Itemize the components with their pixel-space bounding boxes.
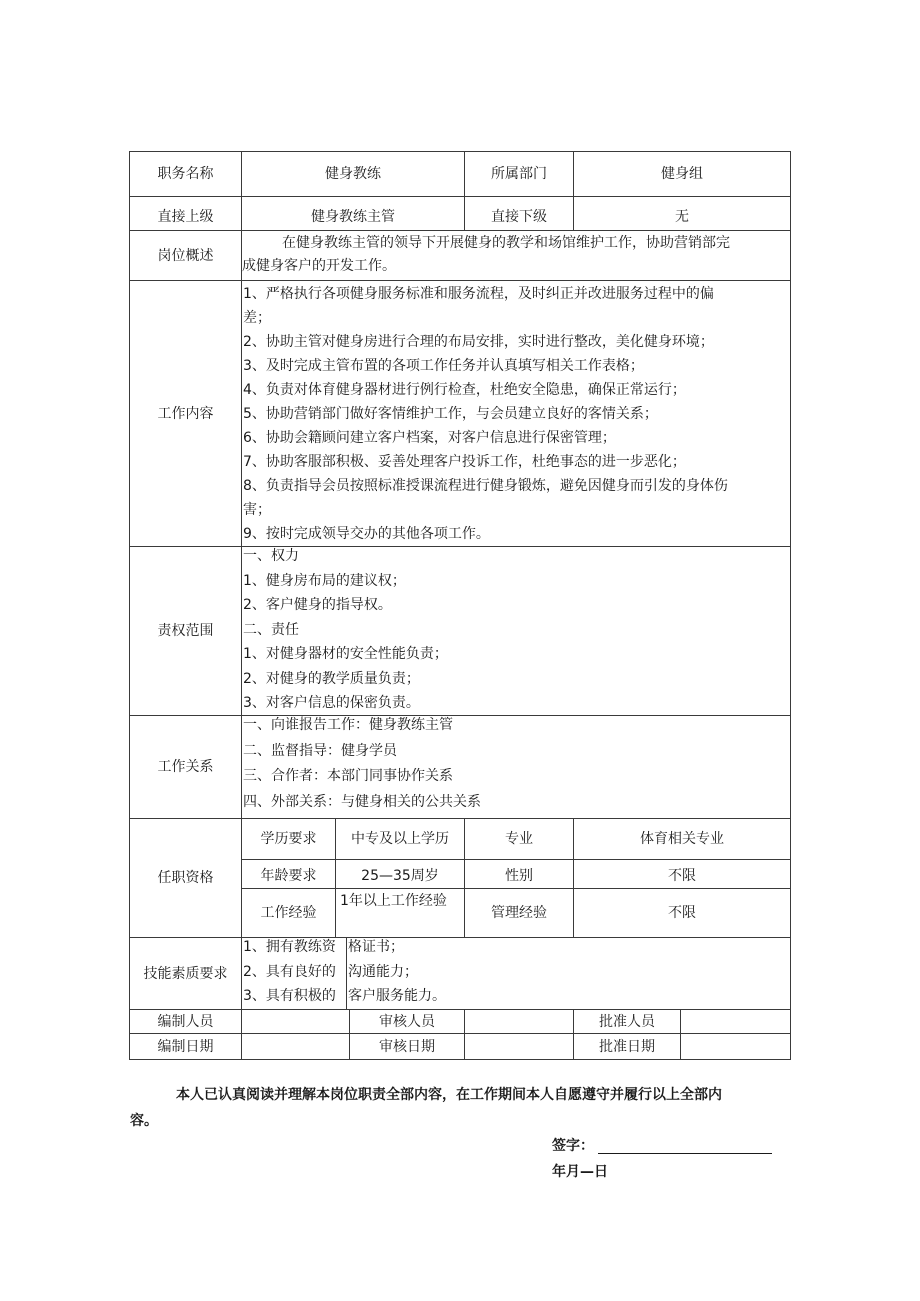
gender-value: 不限 <box>668 867 696 884</box>
list-item: 9、按时完成领导交办的其他各项工作。 <box>243 526 490 542</box>
job-title-label: 职务名称 <box>157 166 214 182</box>
list-item: 一、权力 <box>243 548 299 564</box>
list-item: 三、合作者：本部门同事协作关系 <box>243 768 453 784</box>
signature-label: 签字： <box>552 1138 594 1154</box>
statement-line2: 容。 <box>130 1113 158 1129</box>
table-border-bottom <box>129 1059 791 1060</box>
experience-value: 1年以上工作经验 <box>340 893 447 909</box>
direct-superior-label: 直接上级 <box>157 208 214 225</box>
list-item: 二、监督指导：健身学员 <box>243 742 397 759</box>
relations-label: 工作关系 <box>157 759 214 775</box>
list-item: 一、向谁报告工作：健身教练主管 <box>243 717 453 733</box>
education-label: 学历要求 <box>260 831 317 847</box>
list-item: 2、协助主管对健身房进行合理的布局安排，实时进行整改，美化健身环境； <box>243 334 714 350</box>
approve-date-value <box>681 1034 790 1059</box>
table-border-right <box>790 151 791 1060</box>
list-item: 8、负责指导会员按照标准授课流程进行健身锻炼，避免因健身而引发的身体伤 <box>243 478 728 494</box>
skills-right-list <box>348 936 788 1010</box>
statement-line1: 本人已认真阅读并理解本岗位职责全部内容，在工作期间本人自愿遵守并履行以上全部内 <box>176 1087 722 1103</box>
relations-list <box>242 714 788 816</box>
overview-label: 岗位概述 <box>157 247 214 264</box>
department-value: 健身组 <box>661 166 703 182</box>
direct-subordinate-label: 直接下级 <box>491 208 547 225</box>
list-item: 3、及时完成主管布置的各项工作任务并认真填写相关工作表格； <box>243 358 644 374</box>
signature-date: 年月—日 <box>552 1164 608 1180</box>
experience-label: 工作经验 <box>260 905 317 921</box>
skills-col-divider <box>346 937 347 1010</box>
list-item: 5、协助营销部门做好客情维护工作，与会员建立良好的客情关系； <box>243 406 658 422</box>
education-value: 中专及以上学历 <box>351 831 449 847</box>
compiler-value <box>242 1010 349 1033</box>
list-item: 二、责任 <box>243 621 299 638</box>
qual-divider <box>241 859 791 860</box>
management-experience-value: 不限 <box>668 905 696 921</box>
direct-subordinate-value: 无 <box>675 208 689 225</box>
list-item: 差； <box>243 310 271 326</box>
list-item: 2、对健身的教学质量负责； <box>243 670 420 687</box>
list-item: 1、健身房布局的建议权； <box>243 572 406 589</box>
list-item: 四、外部关系：与健身相关的公共关系 <box>243 793 481 810</box>
major-value: 体育相关专业 <box>640 831 724 847</box>
management-experience-label: 管理经验 <box>491 905 547 921</box>
list-item: 沟通能力； <box>348 963 418 980</box>
list-item: 格证书； <box>348 939 404 955</box>
review-date-value <box>465 1034 573 1059</box>
rights-list <box>242 545 788 717</box>
review-date-label: 审核日期 <box>379 1038 435 1055</box>
approver-value <box>681 1010 790 1033</box>
list-item: 害； <box>243 502 271 518</box>
list-item: 1、拥有教练资 <box>243 939 336 955</box>
age-value: 25—35周岁 <box>361 867 439 884</box>
compile-date-value <box>242 1034 349 1059</box>
age-label: 年龄要求 <box>260 867 317 884</box>
approve-date-label: 批准日期 <box>599 1038 655 1055</box>
list-item: 1、严格执行各项健身服务标准和服务流程，及时纠正并改进服务过程中的偏 <box>243 286 714 302</box>
list-item: 2、具有良好的 <box>243 963 336 980</box>
rights-label: 责权范围 <box>157 623 214 639</box>
list-item: 1、对健身器材的安全性能负责； <box>243 646 448 662</box>
overview-text-line1: 在健身教练主管的领导下开展健身的教学和场馆维护工作，协助营销部完 <box>282 235 730 251</box>
compiler-label: 编制人员 <box>157 1013 214 1030</box>
list-item: 2、客户健身的指导权。 <box>243 597 392 613</box>
list-item: 3、具有积极的 <box>243 988 336 1004</box>
work-content-list <box>242 283 788 547</box>
signature-line[interactable] <box>598 1153 772 1154</box>
overview-text-line2: 成健身客户的开发工作。 <box>242 258 396 274</box>
skills-left-list <box>242 936 346 1010</box>
list-item: 客户服务能力。 <box>348 988 446 1004</box>
list-item: 7、协助客服部积极、妥善处理客户投诉工作，杜绝事态的进一步恶化； <box>243 454 686 470</box>
compile-date-label: 编制日期 <box>157 1038 214 1055</box>
gender-label: 性别 <box>505 867 533 884</box>
list-item: 4、负责对体育健身器材进行例行检查，杜绝安全隐患，确保正常运行； <box>243 382 686 398</box>
approver-label: 批准人员 <box>599 1013 655 1030</box>
list-item: 6、协助会籍顾问建立客户档案，对客户信息进行保密管理； <box>243 430 616 446</box>
reviewer-value <box>465 1010 573 1033</box>
row-divider <box>129 196 791 197</box>
work-content-label: 工作内容 <box>157 405 214 422</box>
major-label: 专业 <box>505 831 533 847</box>
direct-superior-value: 健身教练主管 <box>311 208 395 225</box>
reviewer-label: 审核人员 <box>379 1013 435 1030</box>
skills-label: 技能素质要求 <box>143 965 228 982</box>
job-title-value: 健身教练 <box>325 166 381 182</box>
department-label: 所属部门 <box>491 166 547 182</box>
qualification-label: 任职资格 <box>157 870 214 886</box>
list-item: 3、对客户信息的保密负责。 <box>243 695 420 711</box>
